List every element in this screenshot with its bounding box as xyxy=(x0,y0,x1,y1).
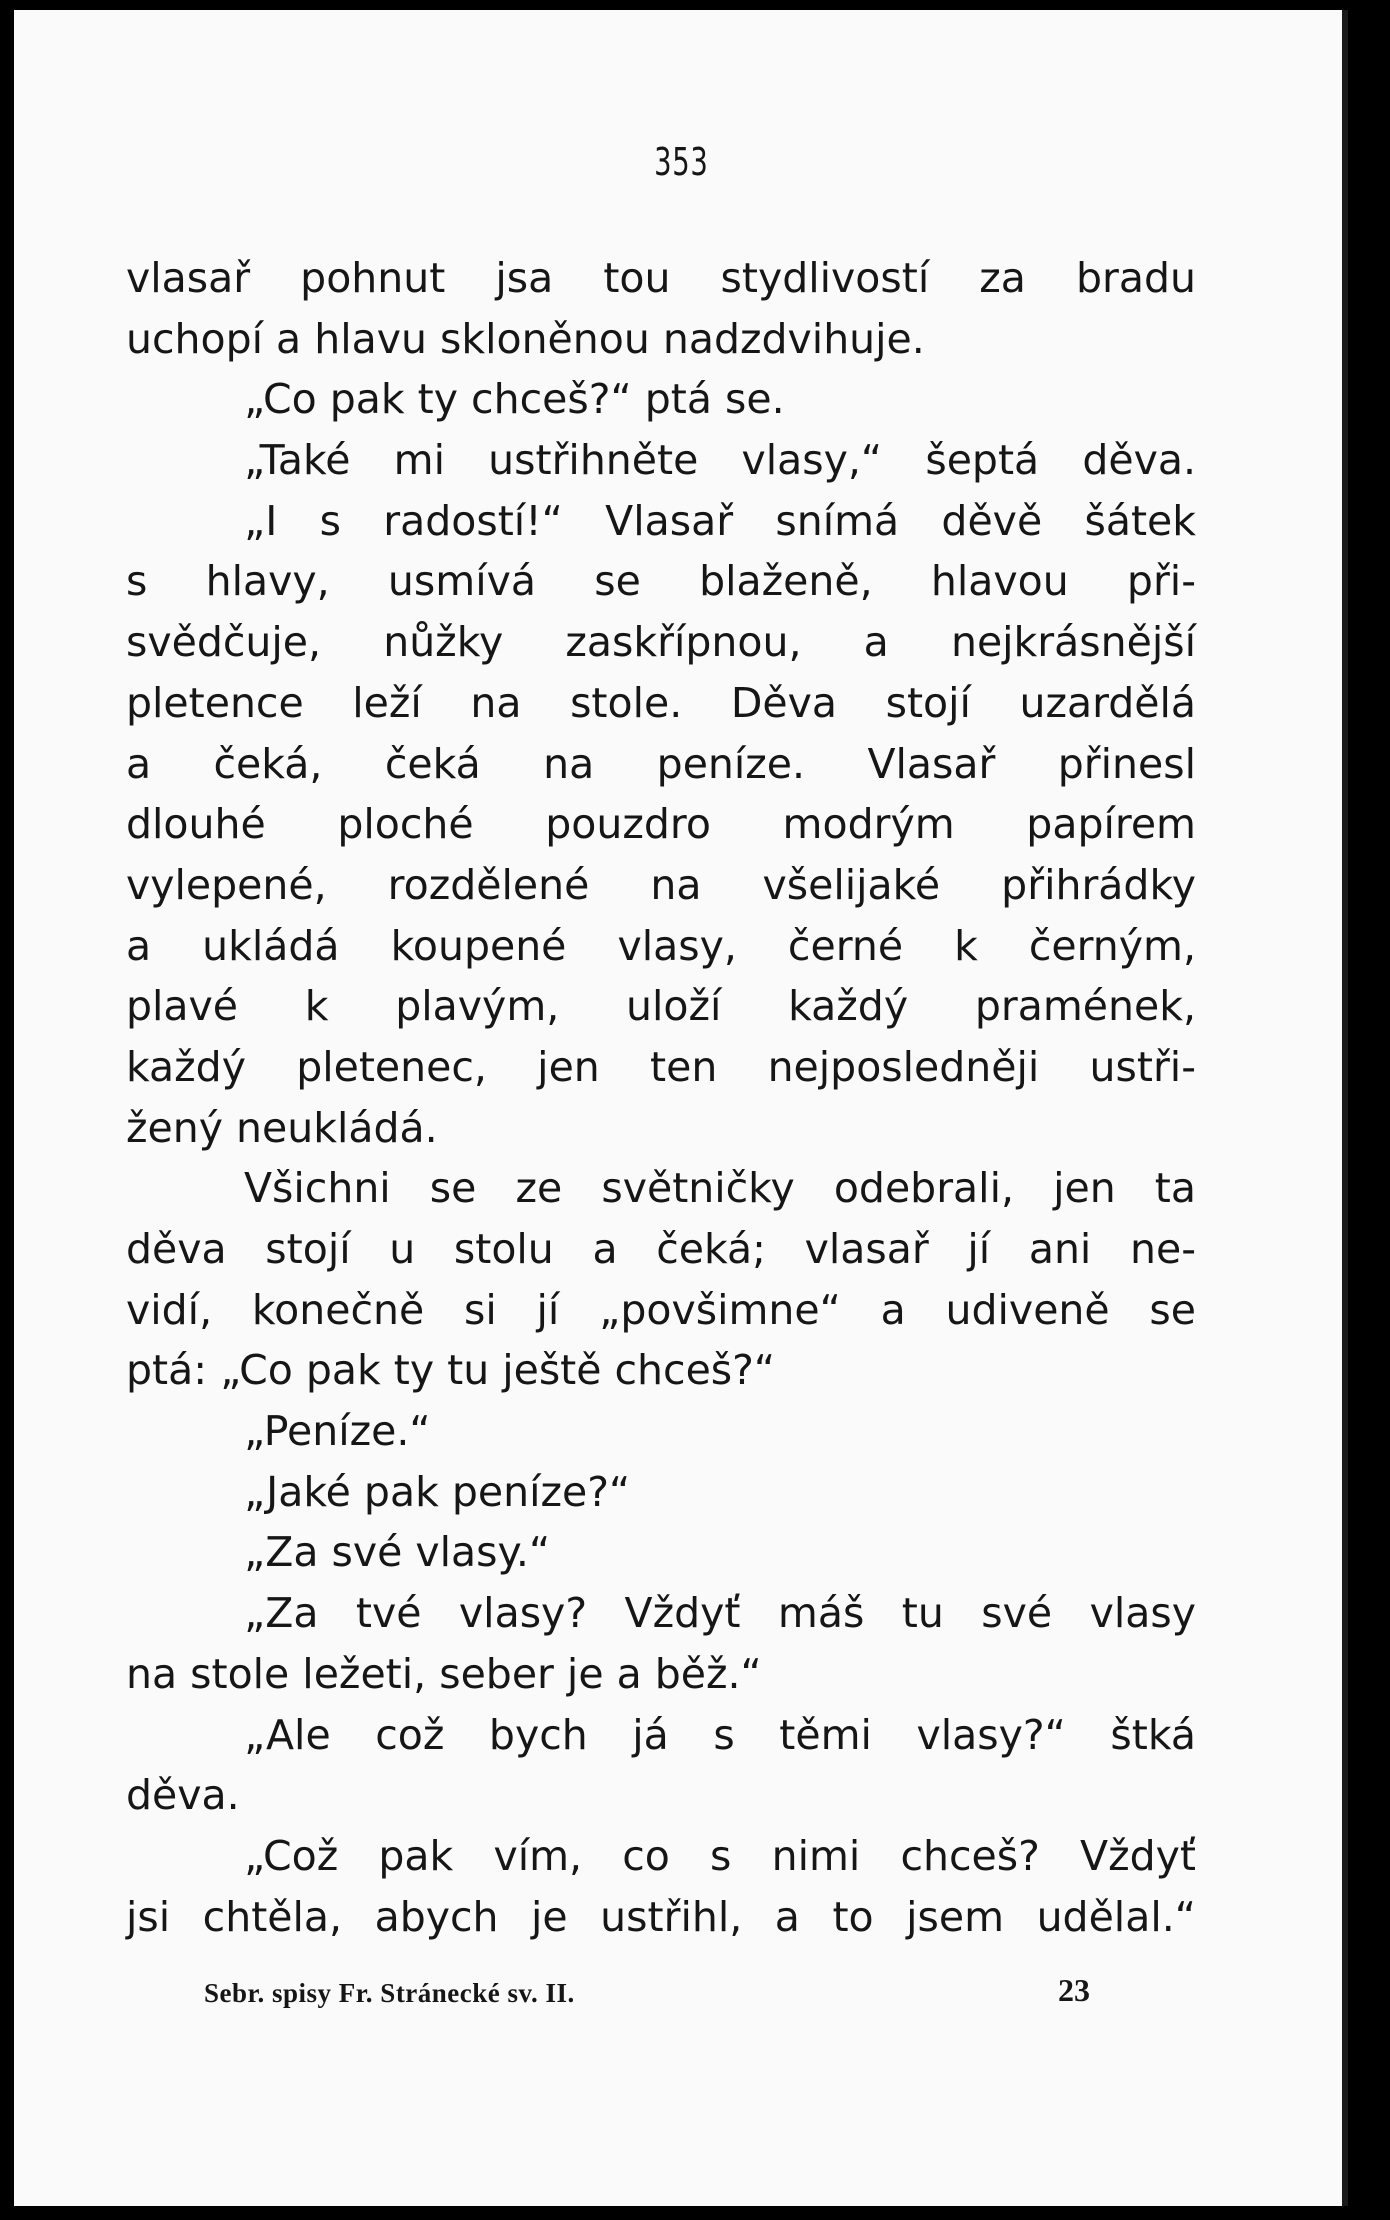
text-line: pletence leží na stole. Děva stojí uzardělá xyxy=(126,678,1196,727)
text-line: žený neukládá. xyxy=(126,1103,438,1152)
page-edge-shadow xyxy=(1342,10,1348,2206)
footer-imprint: Sebr. spisy Fr. Stránecké sv. II. xyxy=(204,1978,575,2008)
text-line: „I s radostí!“ Vlasař snímá děvě šátek xyxy=(244,496,1196,545)
text-line: „Jaké pak peníze?“ xyxy=(244,1467,631,1516)
text-line: vidí, konečně si jí „povšimne“ a udiveně se xyxy=(126,1285,1196,1334)
text-line: vlasař pohnut jsa tou stydlivostí za bradu xyxy=(126,254,1196,302)
text-line: na stole ležeti, seber je a běž.“ xyxy=(126,1649,762,1698)
text-line: „Za své vlasy.“ xyxy=(244,1528,551,1577)
text-line: ptá: „Co pak ty tu ještě chceš?“ xyxy=(126,1346,776,1395)
text-line: děva. xyxy=(126,1771,240,1820)
body-text xyxy=(126,248,1196,1947)
text-line: každý pletenec, jen ten nejposledněji ustři- xyxy=(126,1042,1196,1091)
book-page xyxy=(14,10,1348,2206)
text-line: dlouhé ploché pouzdro modrým papírem xyxy=(126,800,1196,849)
text-line: Všichni se ze světničky odebrali, jen ta xyxy=(244,1164,1196,1213)
text-line: a ukládá koupené vlasy, černé k černým, xyxy=(126,921,1196,970)
page-number: 353 xyxy=(654,140,709,184)
text-line: „Za tvé vlasy? Vždyť máš tu své vlasy xyxy=(244,1589,1196,1638)
text-line: jsi chtěla, abych je ustřihl, a to jsem udělal.“ xyxy=(126,1892,1196,1941)
text-line: děva stojí u stolu a čeká; vlasař jí ani ne- xyxy=(126,1225,1196,1273)
text-line: „Také mi ustřihněte vlasy,“ šeptá děva. xyxy=(244,436,1196,485)
text-line: uchopí a hlavu skloněnou nadzdvihuje. xyxy=(126,314,925,363)
text-line: a čeká, čeká na peníze. Vlasař přinesl xyxy=(126,739,1196,788)
text-line: „Což pak vím, co s nimi chceš? Vždyť xyxy=(244,1831,1196,1880)
text-line: „Ale což bych já s těmi vlasy?“ štká xyxy=(244,1710,1196,1759)
text-line: svědčuje, nůžky zaskřípnou, a nejkrásnější xyxy=(126,618,1196,667)
text-line: „Co pak ty chceš?“ ptá se. xyxy=(244,375,785,424)
text-line: vylepené, rozdělené na všelijaké přihrádky xyxy=(126,860,1196,909)
text-line: plavé k plavým, uloží každý pramének, xyxy=(126,982,1196,1031)
signature-mark: 23 xyxy=(1058,1972,1090,2008)
text-line: s hlavy, usmívá se blaženě, hlavou při- xyxy=(126,557,1196,606)
text-line: „Peníze.“ xyxy=(244,1407,431,1456)
